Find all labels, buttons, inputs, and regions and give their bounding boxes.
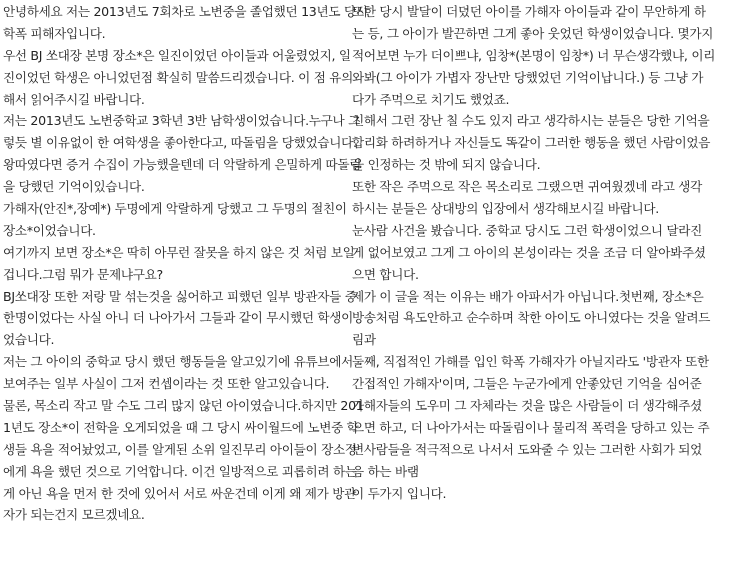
text-line: 장소*이었습니다. — [3, 222, 96, 238]
text-line: 으면 하고, 더 나아가서는 따돌림이나 물리적 폭력을 당하고 있는 주 — [352, 419, 710, 435]
text-line: 안녕하세요 저는 2013년도 7회차로 노변중을 졸업했던 13년도 당시 — [3, 4, 368, 19]
text-line: 이 두가지 입니다. — [352, 485, 447, 501]
text-line: 또한 당시 발달이 더뎠던 아이를 가해자 아이들과 같이 무안하게 하 — [352, 4, 706, 19]
text-line: 제가 이 글을 적는 이유는 배가 아파서가 아닙니다.첫번째, 장소*은 — [352, 288, 704, 304]
text-line: 가해자(안진*,장예*) 두명에게 악랄하게 당했고 그 두명의 절친이 — [3, 201, 347, 217]
text-line: 렇듯 별 이유없이 한 여학생을 좋아한다고, 따돌림을 당했었습니다. — [3, 135, 357, 151]
right-text-column — [352, 0, 732, 504]
text-line: 다가 주먹으로 치기도 했었죠. — [352, 91, 510, 107]
text-line: 학폭 피해자입니다. — [3, 25, 106, 41]
text-line: 한명이었다는 사실 아니 더 나아가서 그들과 같이 무시했던 학생이 — [3, 310, 353, 326]
text-line: 겁니다.그럼 뭐가 문제냐구요? — [3, 266, 163, 282]
text-line: 가해자들의 도우미 그 자체라는 것을 많은 사람들이 더 생각해주셨 — [352, 398, 702, 414]
text-line: 진이었던 학생은 아니었던점 확실히 말씀드리겠습니다. 이 점 유의 — [3, 69, 353, 85]
text-line: 는 등, 그 아이가 발끈하면 그게 좋아 웃었던 학생이었습니다. 몇가지 — [352, 25, 714, 41]
text-line: 게 없어보였고 그게 그 아이의 본성이라는 것을 조금 더 알아봐주셨 — [352, 244, 706, 260]
text-line: 림과 — [352, 332, 376, 348]
text-line: 저는 그 아이의 중학교 당시 했던 행동들을 알고있기에 유튜브에서 — [3, 354, 353, 370]
text-line: 또한 작은 주먹으로 작은 목소리로 그랬으면 귀여웠겠네 라고 생각 — [352, 179, 702, 195]
text-line: 보여주는 일부 사실이 그저 컨셉이라는 것 또한 알고있습니다. — [3, 376, 330, 392]
text-line: 물론, 목소리 작고 말 수도 그리 많지 않던 아이였습니다.하지만 201 — [3, 398, 364, 414]
text-line: 자가 되는건지 모르겠네요. — [3, 507, 145, 523]
text-line: 친해서 그런 장난 칠 수도 있지 라고 생각하시는 분들은 당한 기억을 — [352, 113, 710, 129]
text-line: 으면 합니다. — [352, 266, 419, 282]
text-line: 눈사람 사건을 봤습니다. 중학교 당시도 그런 학생이었으니 달라진 — [352, 222, 702, 238]
text-line: BJ쏘대장 또한 저랑 말 섞는것을 싫어하고 피했던 일부 방관자들 중 — [3, 288, 357, 304]
text-line: 간접적인 가해자'이며, 그들은 누군가에게 안좋았던 기억을 심어준 — [352, 376, 702, 392]
text-line: 1년도 장소*이 전학을 오게되었을 때 그 당시 싸이월드에 노변중 학 — [3, 419, 359, 435]
text-line: 왕따였다면 증거 수집이 가능했을텐데 더 악랄하게 은밀하게 따돌림 — [3, 157, 362, 173]
text-line: 에게 욕을 했던 것으로 기억합니다. 이건 일방적으로 괴롭히려 하는 — [3, 463, 357, 479]
text-line: 둘째, 직접적인 가해를 입인 학폭 가해자가 아닐지라도 '방관자 또한 — [352, 354, 709, 370]
text-line: 하시는 분들은 상대방의 입장에서 생각해보시길 바랍니다. — [352, 201, 659, 217]
text-line: 적어보면 누가 더이쁘냐, 임창*(본명이 임창*) 너 무슨생각했냐, 이리 — [352, 47, 716, 63]
text-line: 합리화 하려하거나 자신들도 똑같이 그러한 행동을 했던 사람이었음 — [352, 135, 711, 151]
text-line: 방송처럼 욕도안하고 순수하며 착한 아이도 아니였다는 것을 알려드 — [352, 310, 711, 326]
text-line: 여기까지 보면 장소*은 딱히 아무런 잘못을 하지 않은 것 처럼 보일 — [3, 244, 355, 260]
text-line: 었습니다. — [3, 332, 55, 348]
text-line: 생들 욕을 적어놨었고, 이를 알게된 소위 일진무리 아이들이 장소정 — [3, 441, 357, 457]
text-line: 해서 읽어주시길 바랍니다. — [3, 91, 145, 107]
text-line: 을 당했던 기억이있습니다. — [3, 179, 145, 195]
text-line: 을 인정하는 것 밖에 되지 않습니다. — [352, 157, 541, 173]
text-line: 게 아닌 욕을 먼저 한 것에 있어서 서로 싸운건데 이게 왜 제가 방관 — [3, 485, 356, 501]
text-line: 저는 2013년도 노변중학교 3학년 3반 남학생이었습니다.누구나 그 — [3, 113, 360, 129]
text-line: 와봐(그 아이가 가볍자 장난만 당했었던 기억이납니다.) 등 그냥 가 — [352, 69, 704, 85]
text-line: 변사람들을 적극적으로 나서서 도와줄 수 있는 그러한 사회가 되었 — [352, 441, 702, 457]
text-line: 우선 BJ 쏘대장 본명 장소*은 일진이었던 아이들과 어울렸었지, 일 — [3, 47, 351, 63]
text-line: 음 하는 바램 — [352, 463, 419, 479]
